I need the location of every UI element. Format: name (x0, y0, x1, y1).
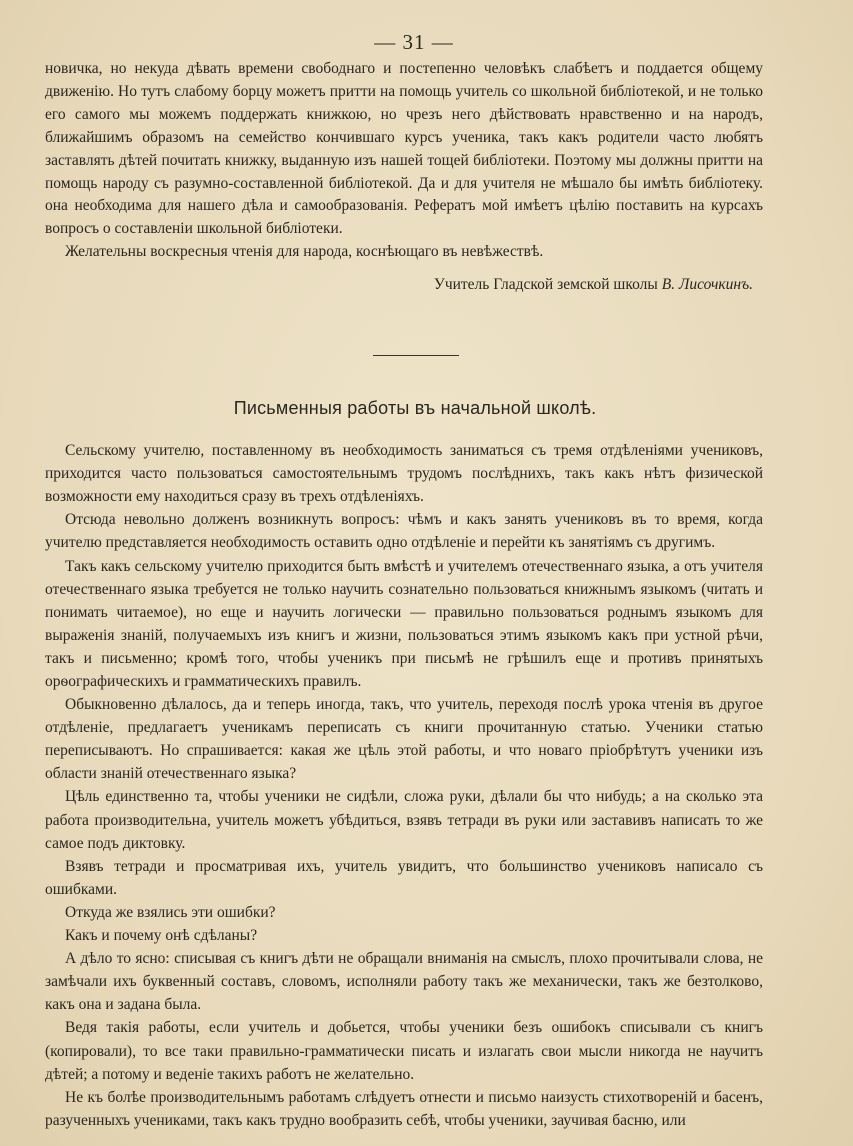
paragraph: Какъ и почему онѣ сдѣланы? (65, 927, 258, 945)
paragraph: Цѣль единственно та, чтобы ученики не сидѣли, сложа руки, дѣлали бы что нибудь; а на сколько эта работа производительна, учитель можетъ убѣдиться, взявъ тетради въ руки или заставивъ написать то же самое подъ диктовку. (45, 788, 763, 852)
paragraph: Не къ болѣе производительнымъ работамъ слѣдуетъ отнести и письмо наизусть стихотвореній и басенъ, разученныхъ учениками, такъ какъ трудно вообразить себѣ, чтобы ученики, заучивая басню, или (45, 1088, 763, 1129)
page-number: — 31 — (374, 30, 454, 54)
paragraph: Такъ какъ сельскому учителю приходится быть вмѣстѣ и учителемъ отечественнаго языка, а отъ учителя отечественнаго языка требуется не только научить сознательно пользоваться книжнымъ языкомъ (читать и понимать читаемое), но еще и научить логически — правильно пользоваться роднымъ языкомъ для выраженія знаній, получаемыхъ изъ книгъ и жизни, пользоваться этимъ языкомъ какъ при устной рѣчи, такъ и письменно; кромѣ того, чтобы ученикъ при письмѣ не грѣшилъ еще и противъ принятыхъ орѳографическихъ и грамматическихъ правилъ. (45, 557, 763, 690)
section-divider (373, 355, 459, 356)
author-signature (45, 274, 753, 297)
paragraph: Откуда же взялись эти ошибки? (65, 903, 276, 921)
paragraph: Отсюда невольно долженъ возникнуть вопросъ: чѣмъ и какъ занять учениковъ въ то время, когда учителю представляется необходимость оставить одно отдѣленіе и перейти къ занятіямъ съ другимъ. (45, 511, 763, 552)
signature-position: Учитель Гладской земской школы (433, 276, 658, 294)
paragraph: Взявъ тетради и просматривая ихъ, учитель увидитъ, что большинство учениковъ написало съ ошибками. (45, 857, 763, 898)
paragraph: А дѣло то ясно: списывая съ книгъ дѣти не обращали вниманія на смыслъ, плохо прочитывали слова, не замѣчали ихъ буквенный составъ, словомъ, исполняли работу такъ же механически, такъ же безтолково, какъ она и задана была. (45, 950, 763, 1014)
section-library (45, 58, 763, 297)
section-title: Письменныя работы въ начальной школѣ. (233, 398, 597, 419)
paragraph: Ведя такія работы, если учитель и добьется, чтобы ученики безъ ошибокъ списывали съ книгъ (копировали), то все таки правильно-грамматически писать и излагать свои мысли никогда не научитъ дѣтей; а потому и веденіе такихъ работъ не желательно. (45, 1019, 763, 1083)
section-written-work (45, 439, 763, 1132)
paragraph: Обыкновенно дѣлалось, да и теперь иногда, такъ, что учитель, переходя послѣ урока чтенія въ другое отдѣленіе, предлагаетъ ученикамъ переписать съ книги прочитанную статью. Ученики статью переписываютъ. Но спрашивается: какая же цѣль этой работы, и что новаго пріобрѣтутъ ученики изъ области знаній отечественнаго языка? (45, 696, 763, 783)
signature-name: В. Лисочкинъ. (661, 276, 753, 294)
paragraph: Сельскому учителю, поставленному въ необходимость заниматься съ тремя отдѣленіями учениковъ, приходится часто пользоваться самостоятельнымъ трудомъ послѣднихъ, такъ какъ нѣтъ физической возможности ему находиться сразу въ трехъ отдѣленіяхъ. (45, 442, 763, 506)
paragraph: Желательны воскресныя чтенія для народа, коснѣющаго въ невѣжествѣ. (65, 243, 544, 261)
paragraph: новичка, но некуда дѣвать времени свободнаго и постепенно человѣкъ слабѣетъ и поддается общему движенію. Но тутъ слабому борцу можетъ притти на помощь учитель со школьной библіотекой, и не только его самого мы можемъ поддержать книжкою, но чрезъ него дѣйствовать нравственно и на народъ, ближайшимъ образомъ на семейство кончившаго курсъ ученика, такъ какъ родители часто любятъ заставлять дѣтей почитать книжку, выданную изъ нашей тощей библіотеки. Поэтому мы должны притти на помощь народу съ разумно-составленной библіотекой. Да и для учителя не мѣшало бы имѣть библіотеку. она необходима для нашего дѣла и самообразованія. Рефератъ мой имѣетъ цѣлію поставить на курсахъ вопросъ о составленіи школьной библіотеки. (45, 60, 763, 238)
